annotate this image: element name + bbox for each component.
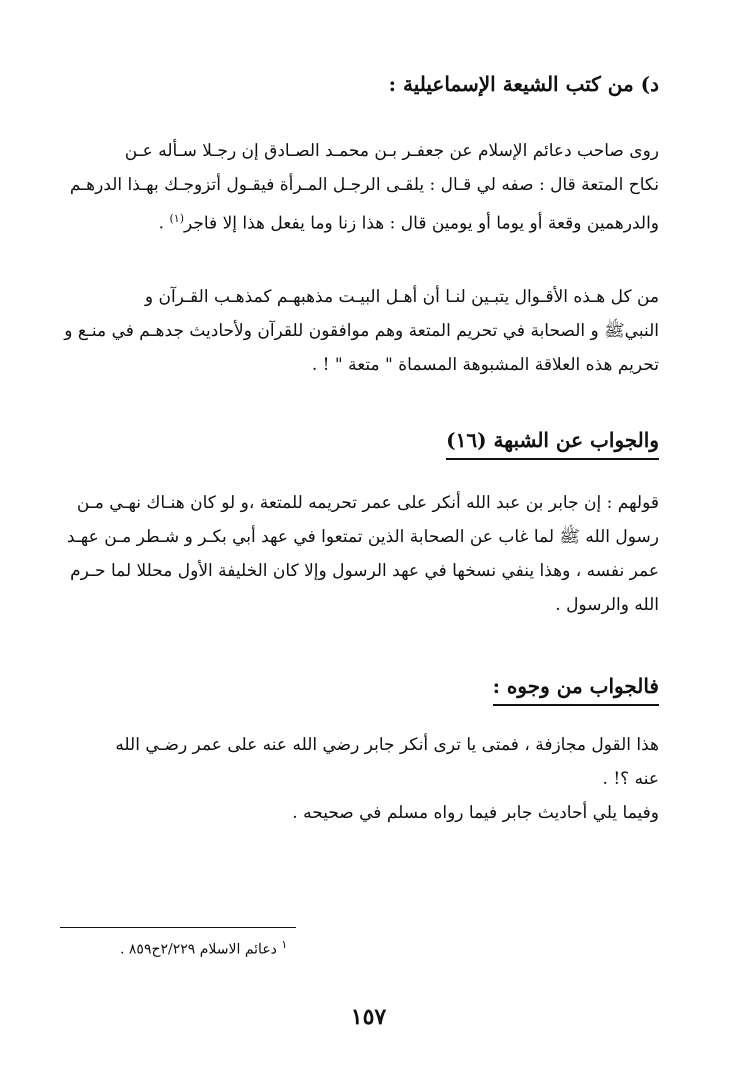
section-heading-answer-16: والجواب عن الشبهة (١٦): [446, 424, 659, 460]
text-line: عمر نفسه ، وهذا ينفي نسخها في عهد الرسول وإلا كان الخليفة الأول محللا لما حـرم: [70, 561, 659, 581]
footnote-marker: ١: [281, 938, 288, 951]
section-heading-answer-aspects: فالجواب من وجوه :: [493, 670, 659, 706]
text-line: نكاح المتعة قال : صفه لي قـال : يلقـى الرجـل المـرأة فيقـول أتزوجـك بهـذا الدرهـم: [69, 175, 659, 195]
paragraph-ismaili-narration: [60, 134, 659, 241]
section-heading-ismaili: د) من كتب الشيعة الإسماعيلية :: [388, 72, 659, 96]
paragraph-answer: [60, 728, 659, 830]
text-line: قولهم : إن جابر بن عبد الله أنكر على عمر تحريمه للمتعة ،و لو كان هنـاك نهـي مـن: [76, 493, 659, 513]
footnote: [120, 938, 287, 958]
text-line: [60, 202, 659, 241]
text-line: رسول الله ﷺ لما غاب عن الصحابة الذين تمتعوا في عهد أبي بكـر و شـطر مـن عهـد: [66, 527, 659, 547]
paragraph-conclusion: [60, 280, 659, 382]
footnote-reference: (١): [169, 212, 184, 225]
footnote-text: دعائم الاسلام ٢/٢٢٩ح٨٥٩ .: [120, 941, 277, 958]
page-number: ١٥٧: [350, 1004, 387, 1030]
text-line: هذا القول مجازفة ، فمتى يا ترى أنكر جابر رضي الله عنه على عمر رضـي الله: [115, 735, 659, 755]
text-line: وفيما يلي أحاديث جابر فيما رواه مسلم في صحيحه .: [292, 803, 659, 823]
text-line: عنه ؟! .: [602, 769, 659, 789]
paragraph-claim: [60, 486, 659, 622]
text-line: الله والرسول .: [555, 595, 659, 615]
text-line: النبيﷺ و الصحابة في تحريم المتعة وهم موافقون للقرآن ولأحاديث جدهـم في منـع و: [64, 321, 659, 341]
text-line: روى صاحب دعائم الإسلام عن جعفـر بـن محمـد الصـادق إن رجـلا سـأله عـن: [124, 141, 659, 161]
footnote-divider: [60, 927, 296, 928]
text-segment: والدرهمين وقعة أو يوما أو يومين قال : هذا زنا وما يفعل هذا إلا فاجر: [183, 213, 659, 234]
text-line: تحريم هذه العلاقة المشبوهة المسماة " متعة " ! .: [311, 355, 659, 375]
sentence-end: .: [158, 213, 165, 234]
text-line: من كل هـذه الأقـوال يتبـين لنـا أن أهـل البيـت مذهبهـم كمذهـب القـرآن و: [144, 287, 659, 307]
